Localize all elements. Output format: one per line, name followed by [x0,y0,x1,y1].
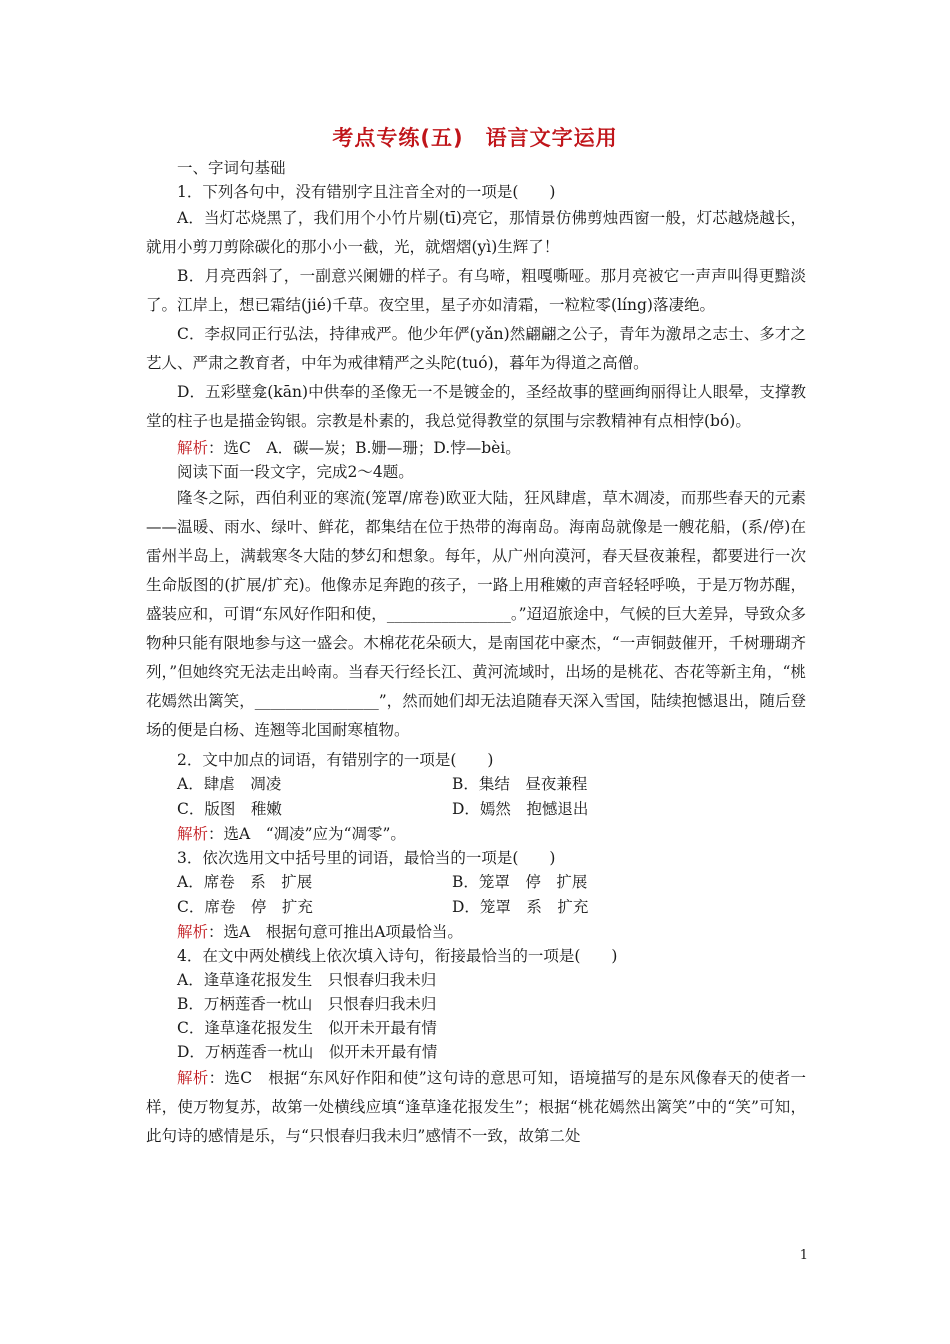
reading-passage: 隆冬之际，西伯利亚的寒流(笼罩/席卷)欧亚大陆，狂风肆虐，草木凋凌，而那些春天的元素——温暖、雨水、绿叶、鲜花，都集结在位于热带的海南岛。海南岛就像是一艘花船，(系/停)在雷州半岛上，满载寒冬大陆的梦幻和想象。每年，从广州向漠河，春天昼夜兼程，都要进行一次生命版图的(扩展/扩充)。他像赤足奔跑的孩子，一路上用稚嫩的声音轻轻呼唤，于是万物苏醒，盛装应和，可谓“东风好作阳和使，________________。”迢迢旅途中，气候的巨大差异，导致众多物种只能有限地参与这一盛会。木棉花花朵硕大，是南国花中豪杰，“一声铜鼓催开，千树珊瑚齐列，”但她终究无法走出岭南。当春天行经长江、黄河流域时，出场的是桃花、杏花等新主角，“桃花嫣然出篱笑，________________”，然而她们却无法追随春天深入雪国，陆续抱憾退出，随后登场的便是白杨、连翘等北国耐寒植物。 [146,489,806,739]
q4-option-a: A．逢草逢花报发生 只恨春归我未归 [177,971,437,989]
q1-option-d: D．五彩壁龛(kān)中供奉的圣像无一不是镀金的，圣经故事的壁画绚丽得让人眼晕，支撑教堂的柱子也是描金钩银。宗教是朴素的，我总觉得教堂的氛围与宗教精神有点相悖(bó)。 [146,383,806,430]
q2-option-a: A．肆虐 凋凌 [177,775,282,793]
q2-option-c: C．版图 稚嫩 [177,800,282,818]
q4-analysis [146,1064,806,1151]
analysis-label: 解析 [177,439,209,457]
q3-options-row-1 [146,870,806,895]
analysis-label: 解析 [177,1069,209,1087]
q2-option-b: B．集结 昼夜兼程 [452,775,588,793]
q4-option-c: C．逢草逢花报发生 似开未开最有情 [177,1019,437,1037]
q3-option-b: B．笼罩 停 扩展 [452,873,588,891]
q2-analysis [146,822,806,846]
q2-option-d: D．嫣然 抱憾退出 [452,800,589,818]
q2-stem: 2．文中加点的词语，有错别字的一项是( ) [177,751,494,769]
content-body [146,156,806,1151]
q3-option-c: C．席卷 停 扩充 [177,898,313,916]
page-number: 1 [799,1248,808,1263]
analysis-text: ：选C A．碳—炭；B.姗—珊；D.悖—bèi。 [208,439,521,457]
q3-option-d: D．笼罩 系 扩充 [452,898,589,916]
section-heading: 一、字词句基础 [177,159,286,177]
q3-options-row-2 [146,895,806,920]
q1-option-c: C．李叔同正行弘法，持律戒严。他少年俨(yǎn)然翩翩之公子，青年为激昂之志士、多才之艺人、严肃之教育者，中年为戒律精严之头陀(tuó)，暮年为得道之高僧。 [146,325,806,372]
q3-stem: 3．依次选用文中括号里的词语，最恰当的一项是( ) [177,849,556,867]
q3-option-a: A．席卷 系 扩展 [177,873,313,891]
q1-option-a: A．当灯芯烧黑了，我们用个小竹片剔(tī)亮它，那情景仿佛剪烛西窗一般，灯芯越烧越长，就用小剪刀剪除碳化的那小小一截，光，就熠熠(yì)生辉了！ [146,209,806,256]
q1-stem: 1．下列各句中，没有错别字且注音全对的一项是( ) [177,183,556,201]
q1-option-b: B．月亮西斜了，一副意兴阑姗的样子。有乌啼，粗嘎嘶哑。那月亮被它一声声叫得更黯淡了。江岸上，想已霜结(jié)千草。夜空里，星子亦如清霜，一粒粒零(líng)落凄绝。 [146,267,806,314]
q4-option-b: B．万柄莲香一枕山 只恨春归我未归 [177,995,437,1013]
q2-options-row-1 [146,772,806,797]
analysis-text: ：选A 根据句意可推出A项最恰当。 [208,923,463,941]
q2-options-row-2 [146,797,806,822]
q3-analysis [146,920,806,944]
q4-stem: 4．在文中两处横线上依次填入诗句，衔接最恰当的一项是( ) [177,947,618,965]
analysis-text: ：选A “凋凌”应为“凋零”。 [208,825,406,843]
analysis-label: 解析 [177,825,209,843]
page-title: 考点专练(五) 语言文字运用 [332,126,618,150]
analysis-label: 解析 [177,923,209,941]
q4-option-d: D．万柄莲香一枕山 似开未开最有情 [177,1043,438,1061]
q1-analysis [146,436,806,460]
reading-intro: 阅读下面一段文字，完成2～4题。 [177,463,414,481]
analysis-text: ：选C 根据“东风好作阳和使”这句诗的意思可知，语境描写的是东风像春天的使者一样，使万物复苏，故第一处横线应填“逢草逢花报发生”；根据“桃花嫣然出篱笑”中的“笑”可知，此句诗的感情是乐，与“只恨春归我未归”感情不一致，故第二处 [146,1069,806,1145]
